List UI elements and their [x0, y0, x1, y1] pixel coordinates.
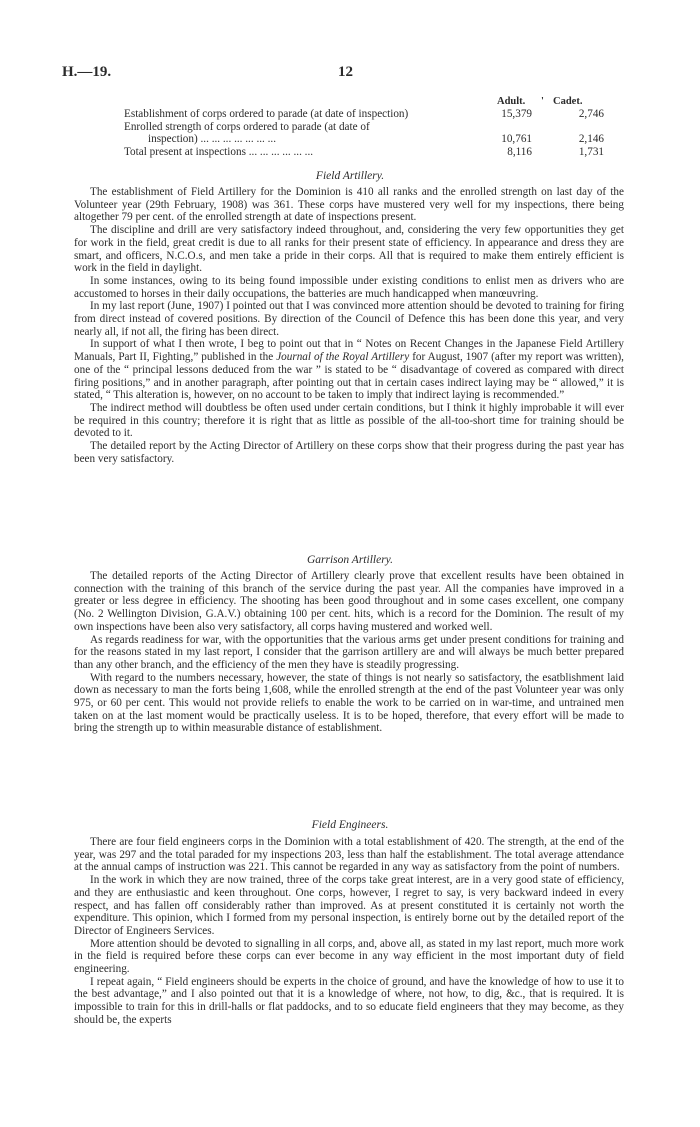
table-row [124, 146, 604, 159]
journal-title: Journal of the Royal Artillery [276, 351, 410, 364]
table-header [124, 96, 604, 108]
cadet-value: 1,731 [578, 145, 604, 158]
paragraph: As regards readiness for war, with the opportunities that the various arms get under present conditions for training and for the reasons stated in my last report, I consider that the garrison artillery are and will always be much better prepared than any other branch, and the efficiency of the men they have is steadily progressing. [74, 633, 624, 671]
row-label: Establishment of corps ordered to parade (at date of inspection) [124, 108, 409, 120]
section-title-garrison-artillery: Garrison Artillery. [306, 554, 394, 566]
adult-value: 8,116 [507, 145, 532, 158]
section-title-field-artillery: Field Artillery. [315, 170, 385, 182]
column-cadet: Cadet. [553, 96, 583, 107]
paragraph: The discipline and drill are very satisfactory indeed throughout, and, considering the very few opportunities they get for work in the field, great credit is due to all ranks for their present state of efficiency. In appearance and dress they are smart, and officers, N.C.O.s, and men take a pride in their corps. All that is required to make them entirely efficient is work in the field in daylight. [74, 224, 624, 275]
section-field-artillery [74, 186, 624, 465]
paragraph: I repeat again, “ Field engineers should be experts in the choice of ground, and have the knowledge of how to use it to the best advantage,” and I also pointed out that it is a knowledge of where, not how, to dig, &c., that is required. It is impossible to train for this in drill-halls or flat paddocks, and to so educate field engineers that they may become, as they should be, the experts [74, 975, 624, 1026]
paragraph: The detailed reports of the Acting Director of Artillery clearly prove that excellent results have been obtained in connection with the training of this branch of the service during the past year. All the companies have improved in a greater or less degree in efficiency. The shooting has been good throughout and in some cases excellent, one company (No. 2 Wellington Division, G.A.V.) obtaining 100 per cent. hits, which is a record for the Dominion. The result of my own inspections have been also very satisfactory, all corps having mustered and worked well. [74, 570, 624, 633]
cadet-value: 2,146 [578, 133, 604, 146]
paragraph: There are four field engineers corps in the Dominion with a total establishment of 420. The strength, at the end of the year, was 297 and the total paraded for my inspections 203, less than half the establishment. The total average attendance at the annual camps of instruction was 221. This cannot be regarded in any way as satisfactory from the point of numbers. [74, 836, 624, 874]
cadet-value: 2,746 [578, 108, 604, 120]
paragraph: In my last report (June, 1907) I pointed out that I was convinced more attention should be devoted to training for firing from direct instead of covered positions. By direction of the Council of Defence this has been done this year, and very nearly all, if not all, the firing has been direct. [74, 300, 624, 338]
row-label: Enrolled strength of corps ordered to parade (at date of [124, 120, 370, 133]
paragraph: With regard to the numbers necessary, however, the state of things is not nearly so satisfactory, the esatblishment laid down as necessary to man the forts being 1,608, while the enrolled strength at the end of the past Volunteer year was only 975, or 60 per cent. This would not provide reliefs to enable the work to be carried on in war-time, and untrained men taken on at the last moment would be practically useless. It is to be hoped, therefore, that every effort will be made to bring the strength up to within measurable distance of establishment. [74, 671, 624, 735]
column-adult: Adult. [497, 96, 526, 107]
row-label: inspection) ... ... ... ... ... ... ... [148, 133, 277, 146]
paragraph: The indirect method will doubtless be often used under certain conditions, but I think it highly improbable it will ever be required in this country; therefore it is right that as little as possible of the all-too-short time for training should be devoted to it. [74, 401, 624, 440]
paragraph: In the work in which they are now trained, three of the corps take great interest, are in a very good state of efficiency, and they are enthusiastic and keen throughout. One corps, however, I regret to say, is very backward indeed in every respect, and has fallen off considerably rather than improved. As at present constituted it is certainly not worth the expenditure. This opinion, which I formed from my personal inspection, is entirely borne out by the detailed report of the Director of Engineers Services. [74, 874, 624, 937]
table-row [124, 108, 604, 121]
column-separator: ' [541, 96, 544, 107]
paragraph-text: In support of what I then wrote, I beg to point out that in “ Notes on Recent Changes in the Japanese Field Artillery Manuals, Part II, Fighting,” published in the [74, 338, 624, 364]
row-label: Total present at inspections ... ... ... ... ... ... [124, 145, 314, 158]
paragraph: The detailed report by the Acting Director of Artillery on these corps show that their progress during the past year has been very satisfactory. [74, 440, 624, 465]
document-reference: H.—19. [62, 64, 112, 80]
paragraph [74, 338, 624, 402]
paragraph-text: for August, 1907 (after my report was written), one of the “ principal lessons deduced from the war ” is stated to be “ disadvantage of covered as compared with direct firing positions,” and in another paragraph, after pointing out that in certain cases indirect laying may be “ allowed,” it is stated, “ This alteration is, however, on no account to be taken to imply that indirect laying is recommended.” [74, 351, 624, 402]
paragraph: The establishment of Field Artillery for the Dominion is 410 all ranks and the enrolled strength on last day of the Volunteer year (29th February, 1908) was 361. These corps have mustered very well for my inspections, there being altogether 79 per cent. of the enrolled strength at date of inspections present. [74, 186, 624, 224]
paragraph: In some instances, owing to its being found impossible under existing conditions to enlist men as drivers who are accustomed to horses in their daily occupations, the batteries are much handicapped when manœuvring. [74, 274, 624, 300]
section-title-field-engineers: Field Engineers. [311, 819, 389, 831]
page-number: 12 [338, 64, 353, 80]
adult-value: 10,761 [501, 133, 532, 146]
section-field-engineers [74, 836, 624, 1027]
table-row [124, 121, 604, 134]
paragraph: More attention should be devoted to signalling in all corps, and, above all, as stated in my last report, much more work in the field is required before these corps can ever become in any way efficient in the most important duty of field engineering. [74, 937, 624, 976]
strength-statistics-table [124, 96, 604, 158]
table-row [124, 133, 604, 146]
section-garrison-artillery [74, 570, 624, 735]
adult-value: 15,379 [501, 108, 532, 120]
